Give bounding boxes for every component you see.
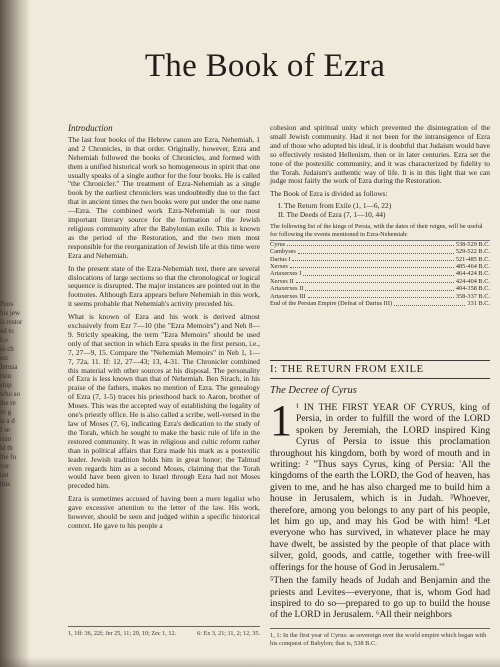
previous-page-fragment: is a d [0, 417, 15, 425]
persian-kings-table [270, 240, 490, 308]
king-reign-dates: 521-485 B.C. [455, 255, 490, 263]
previous-page-fragment: Pens [0, 300, 14, 308]
divisions-intro: The Book of Ezra is divided as follows: [270, 189, 388, 199]
leader-dots [303, 270, 454, 275]
king-name: Cyrus [270, 240, 286, 248]
previous-page-fragment: ed to [0, 327, 14, 335]
king-row [270, 256, 490, 263]
section-subheading: The Decree of Cyrus [270, 385, 357, 396]
division-item: II. The Deeds of Ezra (7, 1—10, 44) [278, 210, 386, 220]
scripture-paragraph: ⁵Then the family heads of Judah and Benjamin and the priests and Levites—everyone, that is, whom God had inspired to do so—prepared to go up to build the house of the LORD in Jerusalem. ⁶All their neighbors [270, 575, 490, 621]
previous-page-fragment: ld th [0, 444, 13, 452]
king-reign-dates: 358-337 B.C. [455, 292, 490, 300]
introduction-heading: Introduction [68, 123, 113, 133]
cross-reference-right: 6: Ex 3, 21; 11, 2; 12, 35. [197, 630, 260, 637]
book-page [30, 0, 500, 667]
king-name: Xerxes II [270, 277, 294, 285]
king-name: Cambyses [270, 248, 296, 256]
previous-page-fragment: who so [0, 390, 21, 398]
king-reign-dates: 485-464 B.C. [455, 263, 490, 271]
intro-paragraph: The last four books of the Hebrew canon are Ezra, Nehemiah, 1 and 2 Chronicles, in that order. Originally, however, Ezra and Nehemiah followed the books of Chronicles, and formed with them a unified historical work so homogeneous in spirit that one usually speaks of a single author for the four books. He is called "the Chronicler." The treatment of Ezra-Nehemiah as a single book by the earliest chroniclers was undoubtedly due to the fact that in ancient times the two books were put under the one name—Ezra. The combined work Ezra-Nehemiah is our most important literary source for the formation of the Jewish religious community after the Babylonian exile. This is known as the period of the Restoration, and the two men most responsible for the reorganization of Jewish life at this time were Ezra and Nehemiah. [68, 134, 260, 260]
previous-page-fragment: his jew [0, 309, 21, 317]
page-shadow [0, 657, 500, 667]
introduction-column [68, 124, 260, 535]
previous-page-fragment: I se [0, 426, 10, 434]
king-row [270, 300, 490, 307]
king-row [270, 263, 490, 270]
king-reign-dates: 331 B.C. [467, 300, 490, 308]
king-row [270, 278, 490, 285]
leader-dots [296, 278, 454, 283]
previous-page-fragment: the re [0, 399, 16, 407]
leader-dots [394, 300, 465, 305]
leader-dots [305, 285, 453, 290]
king-name: Xerxes [270, 263, 288, 271]
previous-page-fragment: en: [0, 354, 9, 362]
leader-dots [298, 248, 454, 253]
previous-page-fragment: is restor [0, 318, 23, 326]
king-row [270, 270, 490, 277]
chapter-dropcap: 1 [270, 396, 292, 445]
previous-page-fragment: tist [0, 471, 9, 479]
kings-table-intro: The following list of the kings of Persia, with the dates of their reigns, will be useful for following the events mentioned in Ezra-Nehemiah: [270, 223, 483, 238]
king-name: Artaxerxes II [270, 285, 304, 293]
king-name: Artaxerxes III [270, 292, 306, 300]
king-reign-dates: 424-404 B.C. [455, 277, 490, 285]
king-row [270, 248, 490, 255]
king-row [270, 285, 490, 292]
previous-page-fragment: vor [0, 462, 10, 470]
king-name: Artaxerxes I [270, 270, 302, 278]
king-reign-dates: 464-424 B.C. [455, 270, 490, 278]
cross-reference-left: 1, 1ff: 36, 22f; Jer 25, 11; 29, 10; Zec 1, 12. [68, 630, 177, 637]
scripture-text [270, 396, 490, 623]
previous-page-fragment: Lo [0, 336, 8, 344]
intro-paragraph: In the present state of the Ezra-Nehemiah text, there are several dislocations of large sections so that the chronological or logical sequence is disrupted. The major instances are pointed out in the footnotes. Although Ezra appears before Nehemiah in this work, it seems probable that Nehemiah's activity preceded his. [68, 263, 260, 309]
section-heading: I: THE RETURN FROM EXILE [270, 360, 490, 379]
previous-page-edge [0, 300, 24, 580]
previous-page-fragment: the fo [0, 453, 17, 461]
divisions-list [278, 201, 490, 219]
previous-page-fragment: or g [0, 408, 12, 416]
previous-page-fragment: ruin [0, 372, 12, 380]
leader-dots [287, 241, 454, 246]
king-reign-dates: 538-529 B.C. [455, 240, 490, 248]
king-row [270, 293, 490, 300]
leader-dots [308, 293, 454, 298]
leader-dots [292, 256, 453, 261]
king-row [270, 241, 490, 248]
scripture-paragraph: ¹ IN THE FIRST YEAR OF CYRUS, king of Persia, in order to fulfill the word of the LORD spoken by Jeremiah, the LORD inspired King Cyrus of Persia to issue this proclamation throughout his kingdom, both by word of mouth and in writing: ² "Thus says Cyrus, king of Persia: 'All the kingdoms of the earth the LORD, the God of heaven, has given to me, and he has also charged me to build him a house in Jerusalem, which is in Judah. ³Whoever, therefore, among you belongs to any part of his people, let him go up, and may his God be with him! ⁴Let everyone who has survived, in whatever place he may have dwelt, be assisted by the people of that place with silver, gold, goods, and cattle, together with free-will offerings for the house of God in Jerusalem.'" [270, 402, 490, 573]
intro-paragraph: What is known of Ezra and his work is derived almost exclusively from Ezr 7—10 (the "Ezra Memoirs") and Neh 8—9. Strictly speaking, the term "Ezra Memoirs" should be used only of that section in which Ezra speaks in the first person, i.e., 7, 27—9, 15. Compare the "Nehemiah Memoirs" in Neh 1, 1—7, 72a, 11. If: 12, 27—43; 13, 4-31. The Chronicler combined this material with other sources at his disposal. The personality of Ezra is less known than that of Nehemiah. Ben Sirach, in his praise of the fathers, makes no mention of Ezra. The genealogy of Ezra (7, 1-5) traces his priesthood back to Aaron, brother of Moses. This was the accepted way of establishing the legality of one's priestly office. He is also called a scribe, well-versed in the law of Moses (7, 6), indicating Ezra's dedication to the study of the Torah, which he sought to make the basic rule of life in the restored community. It was in religious and cultic reform rather than in political affairs that Ezra made his mark as a postexilic leader. Jewish tradition holds him in great honor; the Talmud even regards him as a second Moses, claiming that the Torah would have been given to Israel through Ezra had not Moses preceded him. [68, 312, 260, 491]
leader-dots [290, 263, 454, 268]
previous-page-fragment: ruin [0, 435, 12, 443]
king-reign-dates: 404-358 B.C. [455, 285, 490, 293]
king-name: Darius I [270, 255, 291, 263]
cross-reference-footnote [68, 626, 260, 638]
king-name: End of the Persian Empire (Defeat of Darius III) [270, 300, 393, 308]
introduction-continuation-column [270, 124, 490, 308]
previous-page-fragment: in ch [0, 345, 14, 353]
division-item: I. The Return from Exile (1, 1—6, 22) [278, 201, 392, 211]
page-title: The Book of Ezra [144, 48, 386, 84]
section-footnote: 1, 1: In the first year of Cyrus: as sovereign over the world empire which began with his conquest of Babylon; that is, 538 B.C. [270, 628, 490, 647]
intro-paragraph: Ezra is sometimes accused of having been a mere legalist who gave excessive attention to the letter of the law. His work, however, should be seen and judged within a specific historical context. He gave to his people a [68, 494, 260, 530]
previous-page-fragment: this [0, 480, 11, 488]
previous-page-fragment: Jerusa [0, 363, 18, 371]
previous-page-fragment: ship [0, 381, 12, 389]
king-reign-dates: 529-522 B.C. [455, 248, 490, 256]
intro-continuation: cohesion and spiritual unity which prevented the disintegration of the small Jewish community. Had it not been for the intransigence of Ezra and of those who adopted his ideal, it is doubtful that Judaism would have so effectively resisted Hellenism, then or in later centuries. Ezra set the tone of the postexilic community, and it was characterized by fidelity to the Torah. Judaism's authentic way of life. It is in this light that we can judge most fairly the work of Ezra during the Restoration. [270, 123, 490, 186]
